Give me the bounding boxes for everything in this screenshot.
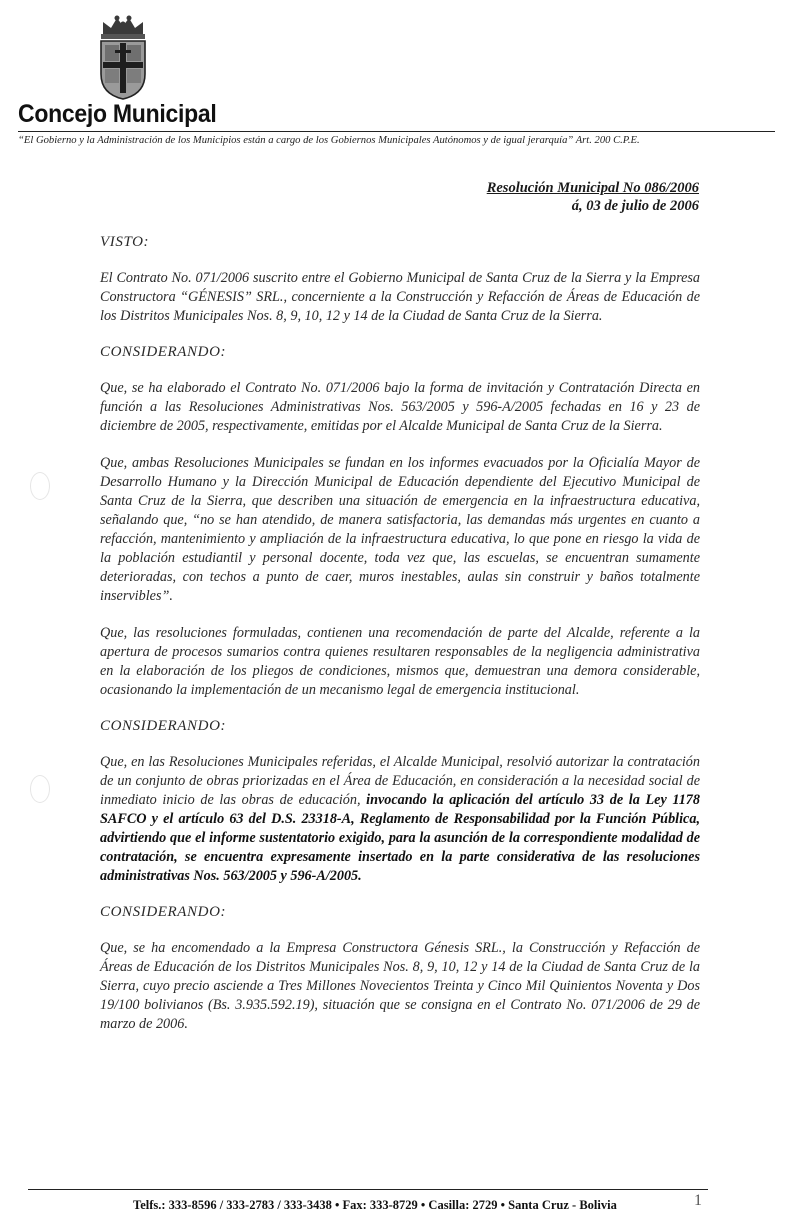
resolution-date: á, 03 de julio de 2006 [571,198,699,214]
section-heading-visto: VISTO: [100,234,150,250]
paragraph: Que, las resoluciones formuladas, contienen una recomendación de parte del Alcalde, referente a la apertura de procesos sumarios contra quienes resultaren responsables de la negligencia administrativa en la elaboración de los pliegos de condiciones, mismos que, demuestran una demora considerable, ocasionando la implementación de un mecanismo legal de emergencia institucional. [100,625,700,698]
paragraph [100,753,700,886]
section-heading-considerando: CONSIDERANDO: [100,344,227,360]
paragraph: El Contrato No. 071/2006 suscrito entre el Gobierno Municipal de Santa Cruz de la Sierra y la Empresa Constructora “GÉNESIS” SRL., concerniente a la Construcción y Refacción de Áreas de Educación de los Distritos Municipales Nos. 8, 9, 10, 12 y 14 de la Ciudad de Santa Cruz de la Sierra. [100,270,700,324]
paragraph: Que, ambas Resoluciones Municipales se fundan en los informes evacuados por la Oficialía Mayor de Desarrollo Humano y la Dirección Municipal de Educación dependiente del Ejecutivo Municipal de Santa Cruz de la Sierra, que describen una situación de emergencia en la infraestructura educativa, señalando que, “no se han atendido, de manera satisfactoria, las demandas más urgentes en cuanto a refacción, mantenimiento y ampliación de la infraestructura educativa, lo que pone en riesgo la vida de la población estudiantil y personal docente, toda vez que, las escuelas, se encuentran sumamente deterioradas, con techos a punto de caer, muros inestables, aulas sin construir y baños totalmente inservibles”. [100,455,700,604]
section-heading-considerando: CONSIDERANDO: [100,718,227,734]
section-heading-considerando: CONSIDERANDO: [100,904,227,920]
punch-hole-mark [30,775,50,803]
punch-hole-mark [30,472,50,500]
resolution-title: Resolución Municipal No 086/2006 [486,180,699,196]
footer-contact-info: Telfs.: 333-8596 / 333-2783 / 333-3438 • Fax: 333-8729 • Casilla: 2729 • Santa Cruz - Bolivia [133,1198,617,1212]
paragraph-text: Que, en las Resoluciones Municipales referidas, el Alcalde Municipal, resolvió autorizar la contratación de un conjunto de obras priorizadas en el Área de Educación, en consideración a la necesidad social de inmediato inicio de las obras de educación, [100,754,700,808]
paragraph-bold-text: invocando la aplicación del artículo 33 de la Ley 1178 SAFCO y el artículo 63 del D.S. 23318-A, Reglamento de Responsabilidad por la Función Pública, advirtiendo que el informe sustentatorio exigido, para la asunción de la correspondiente modalidad de contratación, se encuentra expresamente insertado en la parte considerativa de las resoluciones administrativas Nos. 563/2005 y 596-A/2005. [100,792,700,884]
organization-name: Concejo Municipal [18,100,217,128]
document-body [100,230,700,1052]
header-motto: “El Gobierno y la Administración de los Municipios están a cargo de los Gobiernos Municipales Autónomos y de igual jerarquía” Art. 200 C.P.E. [18,135,640,146]
coat-of-arms-logo [95,14,151,100]
page-number: 1 [694,1192,702,1209]
paragraph: Que, se ha elaborado el Contrato No. 071/2006 bajo la forma de invitación y Contratación Directa en función a las Resoluciones Administrativas Nos. 563/2005 y 596-A/2005 fechadas en 16 y 23 de diciembre de 2005, respectivamente, emitidas por el Alcalde Municipal de Santa Cruz de la Sierra. [100,380,700,434]
paragraph: Que, se ha encomendado a la Empresa Constructora Génesis SRL., la Construcción y Refacción de Áreas de Educación de los Distritos Municipales Nos. 8, 9, 10, 12 y 14 de la Ciudad de Santa Cruz de la Sierra, cuyo precio asciende a Tres Millones Novecientos Treinta y Cinco Mil Quinientos Noventa y Dos 19/100 bolivianos (Bs. 3.935.592.19), situación que se consigna en el Contrato No. 071/2006 de 29 de marzo de 2006. [100,940,700,1032]
header-divider [18,131,775,132]
footer-divider [28,1189,708,1190]
